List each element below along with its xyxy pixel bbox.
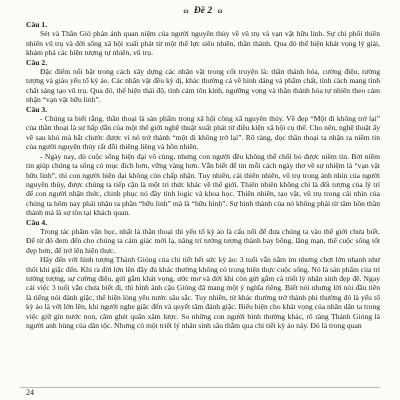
question-heading: Câu 1. — [26, 20, 48, 29]
answer-paragraph: Đặc điểm nổi bật trong cách xây dựng các nhân vật trong cốt truyện là: thần thánh hóa, cường điệu, tưởng tượng và giàu yếu tố kỳ ảo. Các nhân vật đều kỳ dị, khác thường cả về hình dáng và phẩm chất, tính cách mang tính chất sáng tạo vũ trụ. Qua đó, thể hiện thái độ, tình cảm tôn kính, ngưỡng vọng và thần thánh hóa tự nhiên theo cảm nhận “vạn vật hữu linh”. — [26, 67, 380, 105]
ornament-right-icon: ɷ — [217, 7, 223, 15]
section-4 — [26, 218, 380, 331]
question-heading: Câu 3. — [26, 104, 48, 114]
answer-paragraph: Hãy đến với hình tượng Thánh Gióng của chi tiết hết sức kỳ ảo: 3 tuổi vẫn nằm im nhưng chợt lớn nhanh như thổi khi giặc đến. Khi ra đời lớn lên đầy đủ khác thường không có trong hiện thực cuộc sống. Nó là sản phẩm của trí tưởng tượng, sự cường điệu, gửi gắm khát vọng, ước mơ và đời khi còn gửi gắm cả triết lý nhân sinh đẹp đẽ. Ngay cái việc 3 tuổi vẫn chưa biết đi, thì hình ảnh cậu Gióng đã mang một ý nghĩa riêng. Biết nói nhưng lời nói đầu tiên là tiếng nói đánh giặc, thể hiện lòng yêu nước sâu sắc. Tuy nhiên, từ khác thường trở thành phi thường đó là yếu tố kỳ ảo là với lớn lên, khi người nghe giặc đến và quyết tâm đánh giặc. Biểu hiện cho khát vọng của nhân dân ta trong việc giữ gìn nước non, căm ghét quân xâm lược. So những con người bình thường khác, rõ ràng Thánh Gióng là người anh hùng của dân tộc. Nhưng có một triết lý nhân sinh sâu thẳm qua chi tiết kỳ ảo này. Đó là trong quan — [26, 255, 380, 330]
page-number: 24 — [26, 388, 34, 397]
answer-paragraph: Trong tác phẩm văn học, nhất là thần thoại thì yếu tố kỳ ảo là cấu nối để đưa chúng ta vào thế giới chưa biết. Để từ đó đem đến cho chúng ta cảm giác mới lạ, nâng trí tưởng tượng thành bay bổng, lãng mạn, thể cuộc sống tốt đẹp hơn, để trở lên hiện thực. — [26, 226, 380, 255]
page-header — [26, 4, 380, 18]
answer-paragraph: - Chúng ta biết rằng, thần thoại là sản phẩm trong xã hội công xã nguyên thủy. Về đẹp “Một đi không trở lại” của thần thoại là sự hấp dẫn của một thế giới nghệ thuật xuất phát từ điều kiện xã hội cụ thể. Cho nên, nghệ thuật ấy về sau khó mà bắt chước được vì nó trở thành “một đi không trở lại”. Rõ ràng, đọc thần thoại ta nhận ra niềm tin của người nguyên thủy rất đỗi thiêng liêng và hồn nhiên. — [26, 114, 380, 152]
section-2 — [26, 58, 380, 105]
section-3 — [26, 105, 380, 218]
answer-paragraph: Sét và Thần Gió phản ánh quan niệm của người nguyên thủy về vũ trụ và vạn vật hữu linh. Sự chi phối thiên nhiên vũ trụ và đời sống xã hội xuất phát từ một thế lực siêu nhiên, thần thánh. Qua đó thể hiện khát vọng lý giải, khám phá các hiện tượng tự nhiên, vũ trụ. — [26, 29, 380, 58]
ornament-left-icon: ɷ — [183, 7, 189, 15]
section-1 — [26, 20, 380, 58]
question-heading: Câu 2. — [26, 57, 48, 67]
question-heading: Câu 4. — [26, 217, 48, 227]
footer-rule — [20, 387, 380, 388]
exam-title: Đề 2 — [193, 6, 213, 16]
answer-paragraph: - Ngày nay, dù cuộc sống hiện đại vô cùng, nhưng con người đều không thể chối bỏ được niềm tin. Bởi niềm tin giúp chúng ta sống có mục đích hơn, vững vàng hơn. Vẫn biết để tin mỗi cách ngày thơ về sự nhiệm là “vạn vật hữu linh”, thì con người hiện đại không còn chấp nhận. Tuy nhiên, cái thiên nhiên, vũ trụ trong ảnh nhìn của người nguyên thủy, được chúng ta tiếp cận là một tri thức khác về thế giới. Thiên nhiên không chỉ là đối tượng của lý trí để con người nhận thức, chinh phục nó đầy tính logic và khoa học. Thiên nhiên, tạo vật, vũ trụ trong cái nhìn của chúng ta hôm nay phải nhận ra phần “hữu linh” mà là “hữu hình”. Sự hình thành của nó không phải từ tâm hồn thần thánh mà là sự tồn tại khách quan. — [26, 151, 380, 218]
